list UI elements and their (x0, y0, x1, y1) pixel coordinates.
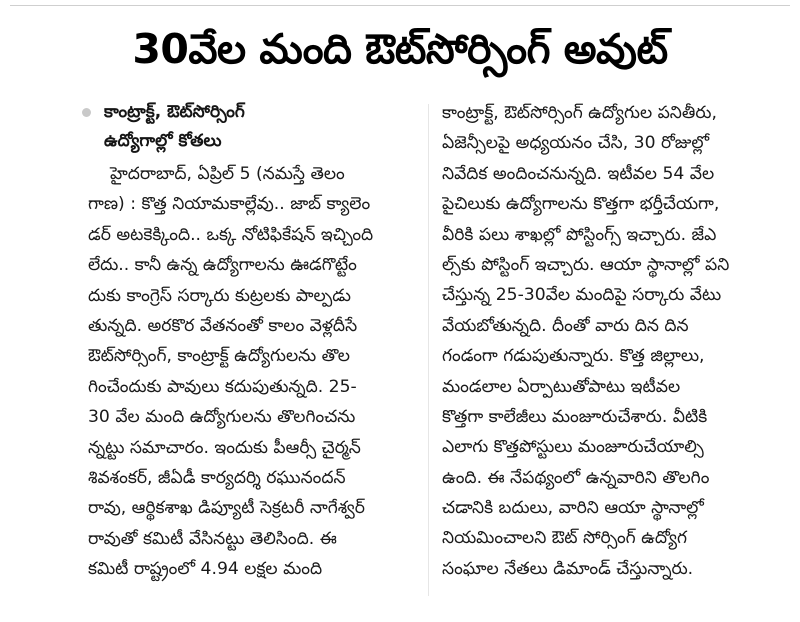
body-line: డర్‌ అటకెక్కింది.. ఒక్క నోటిఫికేషన్‌ ఇచ్చింది (88, 224, 374, 245)
body-line: గండంగా గడుపుతున్నారు. కొత్త జిల్లాలు, (442, 346, 705, 367)
subheadline-line-1: కాంట్రాక్ట్‌, ఔట్‌సోర్సింగ్‌ (104, 102, 245, 122)
headline: 30వేల మంది ఔట్‌సోర్సింగ్‌ అవుట్‌ (132, 25, 668, 73)
body-line: చేస్తున్న 25-30వేల మందిపై సర్కారు వేటు (442, 285, 722, 306)
column-divider (428, 104, 429, 596)
body-line: సంఘాల నేతలు డిమాండ్‌ చేస్తున్నారు. (442, 558, 694, 579)
body-line: తున్నది. అరకొర వేతనంతో కాలం వెళ్లదీసే (88, 315, 358, 336)
body-line: శివశంకర్‌, జీఏడీ కార్యదర్శి రఘునందన్‌ (88, 467, 346, 488)
bullet-dot-icon (82, 108, 91, 117)
body-line: ఉంది. ఈ నేపథ్యంలో ఉన్నవారిని తొలగిం (442, 467, 710, 488)
body-line: లేదు.. కానీ ఉన్న ఉద్యోగాలను ఊడగొట్టేం (88, 255, 357, 276)
body-line: కమిటీ రాష్ట్రంలో 4.94 లక్షల మంది (88, 559, 323, 580)
body-line: గాణ) : కొత్త నియామకాల్లేవు.. జాబ్‌ క్యాలెం (88, 194, 371, 215)
body-line: ఔట్‌సోర్సింగ్‌, కాంట్రాక్ట్‌ ఉద్యోగులను తొల (88, 346, 350, 367)
body-line: ఎలాగు కొత్తపోస్టులు మంజూరుచేయాల్సి (442, 437, 704, 458)
body-line: హైదరాబాద్‌, ఏప్రిల్‌ 5 (నమస్తే తెలం (110, 164, 345, 184)
body-line: చడానికి బదులు, వారిని ఆయా స్థానాల్లో (442, 498, 704, 519)
subheadline (82, 98, 412, 156)
body-line: ల్స్‌కు పోస్టింగ్‌ ఇచ్చారు. ఆయా స్థానాల్లో పని (442, 254, 730, 275)
body-line: ఏజెన్సీలపై అధ్యయనం చేసి, 30 రోజుల్లో (442, 133, 710, 154)
body-line: పైచిలుకు ఉద్యోగాలను కొత్తగా భర్తీచేయగా, (442, 194, 720, 215)
right-column (442, 98, 780, 584)
body-line: గించేందుకు పావులు కదుపుతున్నది. 25- (88, 376, 357, 397)
body-line: దుకు కాంగ్రెస్‌ సర్కారు కుట్రలకు పాల్పడు (88, 285, 351, 306)
body-line: రావు, ఆర్థికశాఖ డిప్యూటీ సెక్రటరీ నాగేశ్వర్‌ (88, 498, 365, 519)
body-line: కాంట్రాక్ట్‌, ఔట్‌సోర్సింగ్‌ ఉద్యోగుల పనితీరు, (442, 103, 717, 123)
top-rule (10, 5, 790, 6)
body-line: రావుతో కమిటీ వేసినట్టు తెలిసింది. ఈ (88, 528, 337, 549)
left-column (88, 159, 416, 584)
subheadline-line-2: ఉద్యోగాల్లో కోతలు (104, 131, 222, 151)
body-line: వేయబోతున్నది. దీంతో వారు దిన దిన (442, 315, 689, 336)
body-line: వీరికి పలు శాఖల్లో పోస్టింగ్స్‌ ఇచ్చారు. జేఎ (442, 224, 717, 245)
body-line: నియమించాలని ఔట్‌ సోర్సింగ్‌ ఉద్యోగ (442, 528, 687, 549)
body-line: న్నట్టు సమాచారం. ఇందుకు పీఆర్సీ చైర్మన్‌ (88, 437, 361, 458)
body-line: మండలాల ఏర్పాటుతోపాటు ఇటీవల (442, 376, 681, 397)
body-line: నివేదిక అందించనున్నది. ఇటీవల 54 వేల (442, 163, 715, 184)
body-line: 30 వేల మంది ఉద్యోగులను తొలగించను (88, 407, 356, 428)
body-line: కొత్తగా కాలేజీలు మంజూరుచేశారు. వీటికి (442, 406, 708, 427)
